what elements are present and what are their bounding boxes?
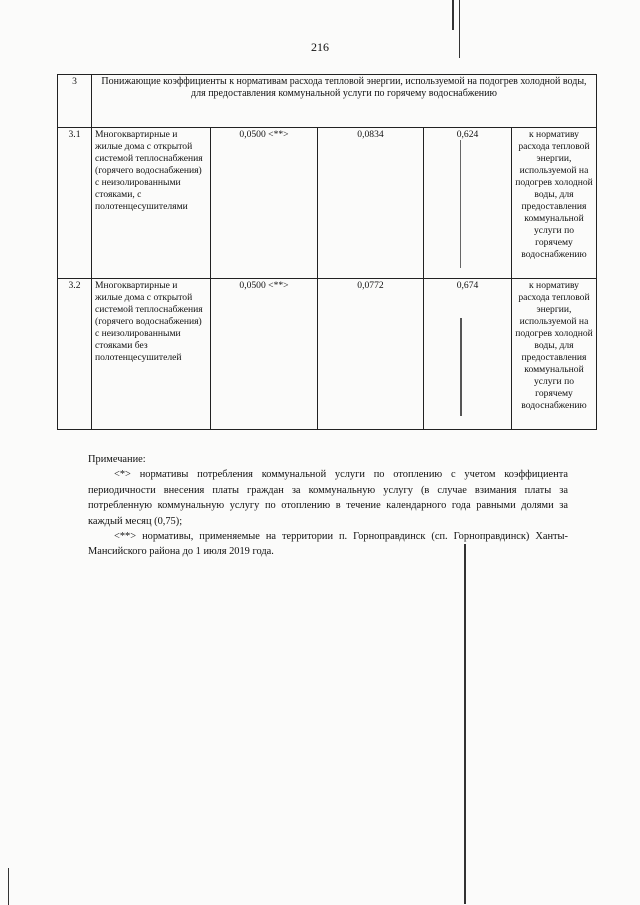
table-row	[58, 279, 597, 430]
table-row	[58, 128, 597, 279]
scan-mark	[8, 868, 9, 905]
coefficient-1: 0,0500 <**>	[211, 279, 318, 430]
coefficient-3: 0,624	[424, 128, 512, 279]
section-title: Понижающие коэффициенты к нормативам расхода тепловой энергии, используемой на подогрев холодной воды, для предоставления коммунальной услуги по горячему водоснабжению	[92, 75, 597, 128]
building-type: Многоквартирные и жилые дома с открытой системой теплоснабжения (горячего водоснабжения) с неизолированными стояками, с полотенцесушителями	[92, 128, 211, 279]
scan-mark	[464, 544, 466, 904]
coefficient-3: 0,674	[424, 279, 512, 430]
coefficient-2: 0,0834	[318, 128, 424, 279]
table-header-row	[58, 75, 597, 128]
coefficients-table	[57, 74, 597, 430]
footnote-1: <*> нормативы потребления коммунальной услуги по отоплению с учетом коэффициента периодичности внесения платы граждан за коммунальную услугу (в случае взимания платы за потребленную коммунальную услугу по отоплению в течение календарного года равными долями за каждый месяц (0,75);	[88, 469, 568, 527]
notes-section	[88, 452, 568, 560]
footnote-2: <**> нормативы, применяемые на территории п. Горноправдинск (сп. Горноправдинск) Ханты-Мансийского района до 1 июля 2019 года.	[88, 531, 568, 558]
row-note: к нормативу расхода тепловой энергии, используемой на подогрев холодной воды, для предоставления коммунальной услуги по горячему водоснабжению	[512, 128, 597, 279]
coefficient-2: 0,0772	[318, 279, 424, 430]
section-number: 3	[58, 75, 92, 128]
scan-mark	[459, 0, 460, 58]
building-type: Многоквартирные и жилые дома с открытой системой теплоснабжения (горячего водоснабжения) с неизолированными стояками без полотенцесушителей	[92, 279, 211, 430]
coefficient-1: 0,0500 <**>	[211, 128, 318, 279]
notes-heading: Примечание:	[88, 454, 146, 465]
scan-mark	[460, 140, 461, 268]
row-number: 3.2	[58, 279, 92, 430]
page-number: 216	[311, 40, 329, 54]
scan-mark	[460, 318, 462, 416]
row-number: 3.1	[58, 128, 92, 279]
scan-mark	[452, 0, 454, 30]
row-note: к нормативу расхода тепловой энергии, используемой на подогрев холодной воды, для предоставления коммунальной услуги по горячему водоснабжению	[512, 279, 597, 430]
